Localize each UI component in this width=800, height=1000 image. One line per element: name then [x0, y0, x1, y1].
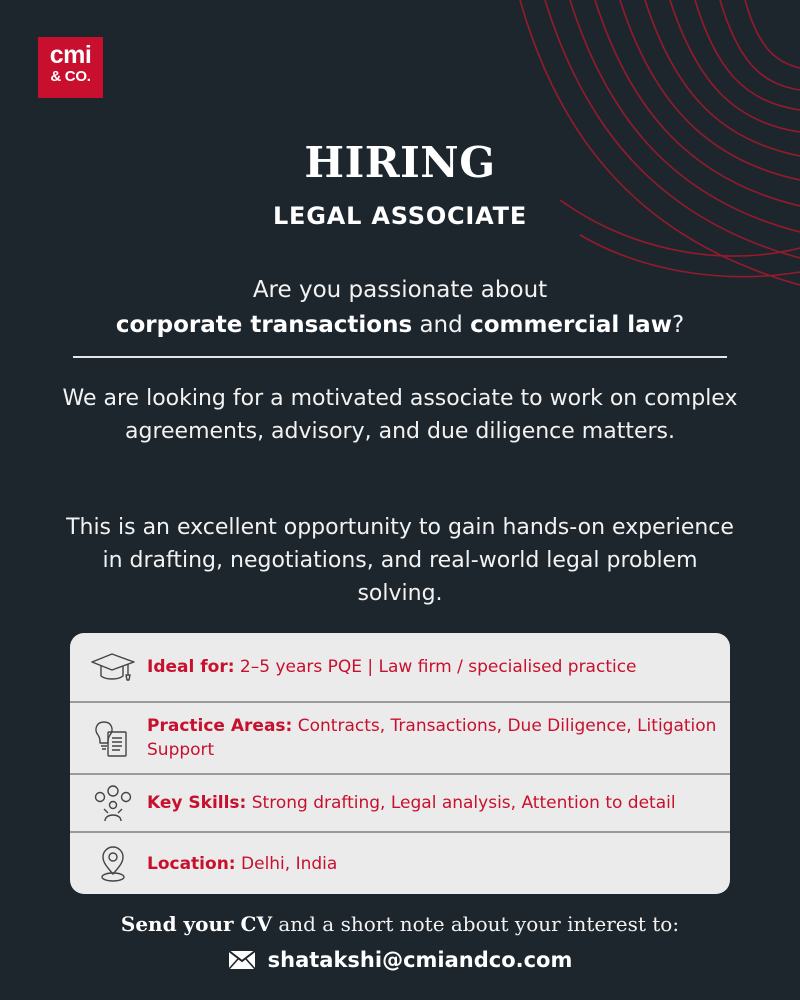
intro-bold-1: corporate transactions: [115, 312, 413, 338]
lightbulb-document-icon: [90, 718, 136, 758]
graduation-cap-icon: [90, 647, 136, 687]
location-pin-icon: [90, 844, 136, 884]
intro-question-mark: ?: [671, 312, 685, 338]
contact-email-link[interactable]: shatakshi@cmiandco.com: [267, 948, 573, 972]
page-title: HIRING: [304, 138, 496, 187]
logo-line-1: cmi: [49, 41, 92, 69]
call-to-action: [0, 912, 800, 936]
detail-label: Ideal for:: [147, 657, 235, 677]
detail-text-location: [147, 852, 337, 876]
skills-person-icon: [90, 783, 136, 823]
detail-label: Location:: [147, 853, 236, 874]
logo-line-2: & CO.: [50, 68, 91, 85]
contact-line: [0, 948, 800, 972]
detail-value: 2–5 years PQE | Law firm / specialised practice: [234, 657, 637, 677]
details-card: [70, 633, 730, 894]
cta-rest: and a short note about your interest to:: [271, 912, 680, 936]
detail-value: Delhi, India: [235, 853, 338, 874]
section-divider: [73, 356, 727, 358]
detail-text-key-skills: [147, 791, 676, 815]
detail-row-practice-areas: [70, 703, 730, 775]
intro-line-2: [0, 308, 800, 343]
intro-bold-2: commercial law: [470, 312, 672, 338]
detail-value: Contracts, Transactions, Due Diligence, Litigation Support: [147, 716, 717, 760]
detail-text-practice-areas: [147, 714, 722, 762]
detail-label: Practice Areas:: [147, 716, 293, 736]
description-paragraph-2: This is an excellent opportunity to gain hands-on experience in drafting, negotiations, and real-world legal problem solving.: [66, 515, 734, 606]
intro-question: [0, 273, 800, 343]
brand-logo: [38, 37, 103, 98]
detail-label: Key Skills:: [147, 793, 247, 813]
page-subtitle: LEGAL ASSOCIATE: [272, 202, 528, 230]
cta-bold: Send your CV: [120, 912, 272, 936]
intro-and: and: [412, 312, 471, 338]
intro-line-1: Are you passionate about: [252, 277, 548, 303]
detail-row-location: [70, 833, 730, 894]
description-paragraph-1: We are looking for a motivated associate to work on complex agreements, advisory, and due diligence matters.: [62, 386, 738, 444]
detail-row-key-skills: [70, 775, 730, 833]
detail-text-ideal-for: [147, 655, 637, 679]
detail-row-ideal-for: [70, 633, 730, 703]
envelope-icon: [228, 950, 256, 970]
detail-value: Strong drafting, Legal analysis, Attention to detail: [246, 793, 676, 813]
